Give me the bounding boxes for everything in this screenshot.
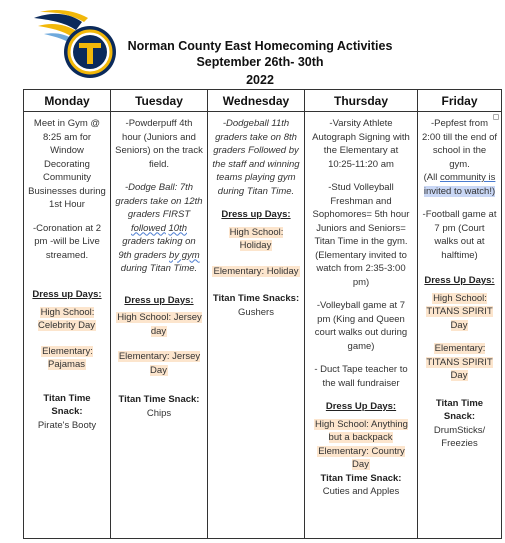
day-header-friday: Friday [418, 90, 502, 112]
tuesday-dodgeball [115, 181, 203, 276]
wednesday-snack-title: Titan Time Snacks: [212, 293, 300, 304]
tuesday-event: -Powderpuff 4th hour (Juniors and Seniors) on the track field. [115, 118, 203, 170]
wednesday-dress-hs: High School: Holiday [229, 226, 284, 251]
monday-snack: Pirate's Booty [37, 419, 97, 431]
tuesday-dress-title: Dress up Days: [124, 294, 194, 306]
comment-marker-icon[interactable] [493, 114, 499, 120]
wednesday-event: -Dodgeball 11th graders take on 8th graders Followed by the staff and winning teams playing gym during Titan Time. [212, 118, 300, 197]
day-header-row [24, 90, 502, 112]
thursday-snack: Cuties and Apples [322, 486, 400, 497]
schedule-table [23, 89, 502, 539]
monday-event: Meet in Gym @ 8:25 am for Window Decorating Community Businesses during 1st Hour [28, 118, 106, 210]
tuesday-dodgeball-text: -Dodge Ball: 7th graders take on 12th graders FIRST [115, 182, 203, 220]
thursday-event: -Volleyball game at 7 pm (King and Queen court walks out during game) [314, 300, 408, 352]
wednesday-cell[interactable] [208, 112, 305, 539]
wednesday-dress-title: Dress up Days: [221, 209, 291, 220]
tuesday-dodgeball-text: 10th [168, 222, 187, 234]
monday-dress-hs: High School: Celebrity Day [37, 306, 96, 331]
friday-cell[interactable] [418, 112, 502, 539]
thursday-cell[interactable] [305, 112, 418, 539]
friday-event: -Football game at 7 pm (Court walks out at halftime) [422, 209, 497, 261]
friday-note-text: invited to watch!) [423, 185, 496, 197]
friday-event: -Pepfest from 2:00 till the end of school in the gym. [422, 118, 497, 170]
thursday-dress-title: Dress Up Days: [325, 401, 397, 412]
tuesday-cell[interactable] [111, 112, 208, 539]
friday-note-text: community is [439, 172, 496, 183]
schedule-row [24, 112, 502, 539]
tuesday-dress-hs: High School: Jersey day [117, 312, 202, 337]
friday-note-text: (All [423, 172, 440, 183]
page-title: Norman County East Homecoming Activities [127, 39, 393, 53]
thursday-event: -Stud Volleyball Freshman and Sophomores= 5th hour Juniors and Seniors= Titan Time in the gym. (Elementary invited to watch from 2:35-3:00 pm) [312, 182, 410, 288]
wednesday-snack: Gushers [238, 306, 274, 318]
friday-dress-title: Dress Up Days: [424, 275, 495, 286]
monday-dress-title: Dress up Days: [32, 289, 102, 300]
year: 2022 [246, 73, 274, 87]
thursday-event: -Varsity Athlete Autograph Signing with the Elementary at 10:25-11:20 am [312, 118, 410, 170]
day-header-monday: Monday [24, 90, 111, 112]
thursday-event: - Duct Tape teacher to the wall fundraiser [314, 364, 408, 389]
thursday-snack-title: Titan Time Snack: [320, 472, 402, 484]
friday-snack: DrumSticks/ Freezies [433, 424, 486, 449]
monday-event: -Coronation at 2 pm -will be Live streamed. [32, 222, 102, 261]
tuesday-dodgeball-text: graders taking on 9th graders [118, 236, 196, 261]
titans-logo [30, 8, 122, 86]
tuesday-dodgeball-text: followed [131, 222, 166, 234]
friday-snack-title: Titan Time Snack: [435, 397, 484, 422]
tuesday-dodgeball-text: during Titan Time. [120, 263, 198, 274]
thursday-dress-elem: Elementary: Country Day [318, 445, 405, 470]
friday-dress-hs: High School: TITANS SPIRIT Day [426, 292, 493, 331]
tuesday-snack: Chips [146, 407, 172, 419]
friday-dress-elem: Elementary: TITANS SPIRIT Day [426, 343, 493, 381]
monday-snack-title: Titan Time Snack: [43, 392, 91, 417]
monday-cell[interactable] [24, 112, 111, 539]
page-header [120, 38, 400, 88]
thursday-dress-hs: High School: Anything but a backpack [315, 418, 408, 443]
wednesday-dress-elem: Elementary: Holiday [213, 265, 299, 277]
day-header-wednesday: Wednesday [208, 90, 305, 112]
monday-dress-elem: Elementary: Pajamas [42, 345, 93, 370]
tuesday-snack-title: Titan Time Snack: [118, 394, 200, 405]
day-header-thursday: Thursday [305, 90, 418, 112]
friday-event-note [422, 171, 497, 198]
tuesday-dress-elem: Elementary: Jersey Day [118, 351, 201, 376]
tuesday-dodgeball-text: by gym [169, 249, 200, 261]
date-range: September 26th- 30th [196, 55, 324, 69]
day-header-tuesday: Tuesday [111, 90, 208, 112]
